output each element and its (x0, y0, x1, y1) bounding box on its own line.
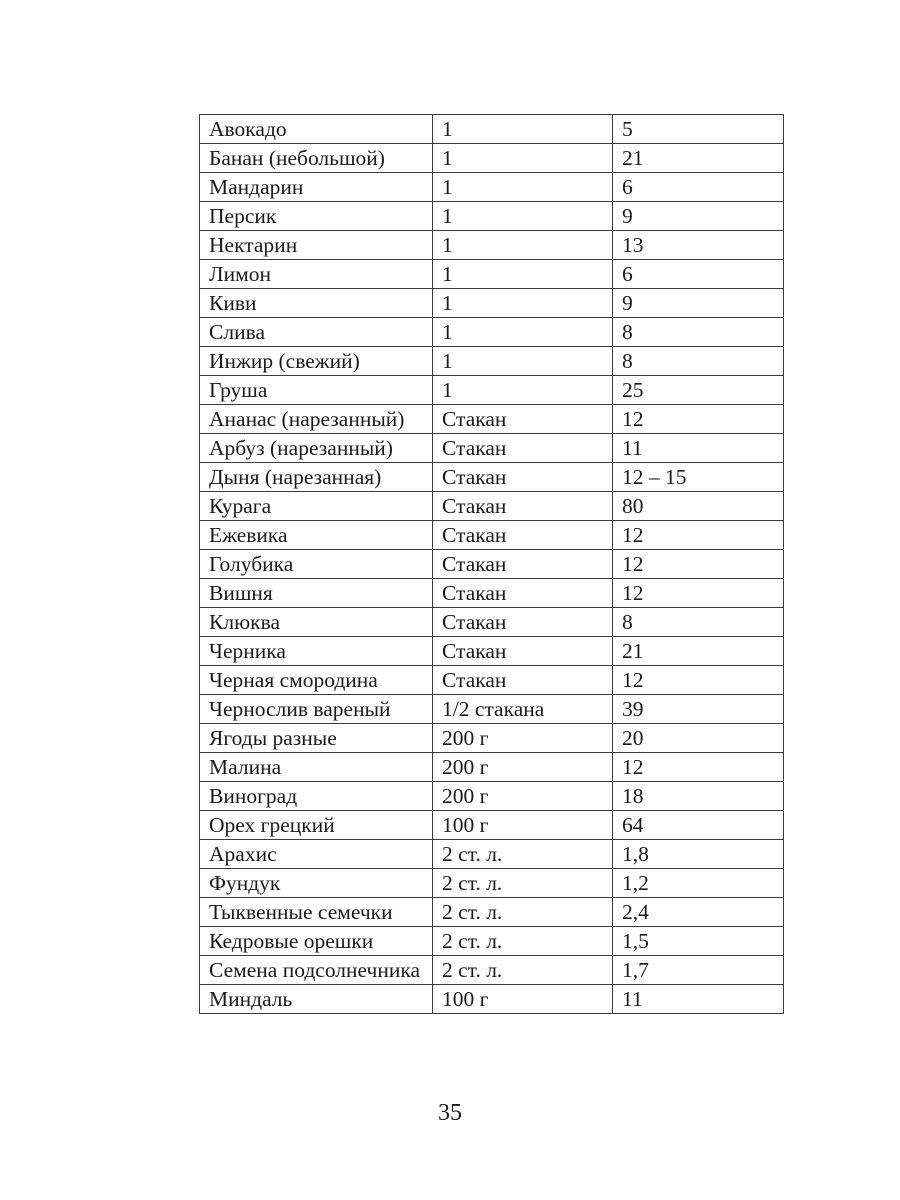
table-row (200, 869, 784, 898)
table-row (200, 463, 784, 492)
food-name-cell: Груша (200, 376, 433, 405)
food-name-cell: Клюква (200, 608, 433, 637)
food-name-cell: Курага (200, 492, 433, 521)
food-name-cell: Арбуз (нарезанный) (200, 434, 433, 463)
table-row (200, 492, 784, 521)
food-name-cell: Ягоды разные (200, 724, 433, 753)
table-row (200, 927, 784, 956)
value-cell: 1,5 (613, 927, 784, 956)
value-cell: 9 (613, 289, 784, 318)
value-cell: 12 (613, 521, 784, 550)
value-cell: 12 – 15 (613, 463, 784, 492)
portion-cell: Стакан (433, 608, 613, 637)
value-cell: 11 (613, 985, 784, 1014)
table-row (200, 202, 784, 231)
page-number: 35 (438, 1100, 462, 1126)
value-cell: 5 (613, 115, 784, 144)
table-row (200, 521, 784, 550)
food-name-cell: Малина (200, 753, 433, 782)
portion-cell: 1 (433, 318, 613, 347)
portion-cell: 1 (433, 202, 613, 231)
portion-cell: 100 г (433, 811, 613, 840)
value-cell: 1,7 (613, 956, 784, 985)
food-name-cell: Голубика (200, 550, 433, 579)
food-name-cell: Персик (200, 202, 433, 231)
value-cell: 8 (613, 347, 784, 376)
value-cell: 9 (613, 202, 784, 231)
table-row (200, 144, 784, 173)
table-row (200, 260, 784, 289)
portion-cell: 1/2 стакана (433, 695, 613, 724)
table-row (200, 376, 784, 405)
value-cell: 8 (613, 318, 784, 347)
value-cell: 12 (613, 666, 784, 695)
portion-cell: 1 (433, 260, 613, 289)
food-name-cell: Инжир (свежий) (200, 347, 433, 376)
value-cell: 80 (613, 492, 784, 521)
table-row (200, 811, 784, 840)
portion-cell: 2 ст. л. (433, 927, 613, 956)
food-name-cell: Арахис (200, 840, 433, 869)
portion-cell: 1 (433, 231, 613, 260)
table-row (200, 637, 784, 666)
portion-cell: 1 (433, 289, 613, 318)
fruit-nut-table (199, 114, 784, 1014)
food-name-cell: Фундук (200, 869, 433, 898)
portion-cell: Стакан (433, 434, 613, 463)
food-name-cell: Мандарин (200, 173, 433, 202)
table-row (200, 753, 784, 782)
food-name-cell: Слива (200, 318, 433, 347)
table-row (200, 956, 784, 985)
portion-cell: 2 ст. л. (433, 840, 613, 869)
food-name-cell: Авокадо (200, 115, 433, 144)
value-cell: 11 (613, 434, 784, 463)
food-name-cell: Миндаль (200, 985, 433, 1014)
portion-cell: 200 г (433, 753, 613, 782)
value-cell: 2,4 (613, 898, 784, 927)
table-row (200, 289, 784, 318)
value-cell: 39 (613, 695, 784, 724)
table-row (200, 231, 784, 260)
table-row (200, 347, 784, 376)
food-name-cell: Тыквенные семечки (200, 898, 433, 927)
food-name-cell: Банан (небольшой) (200, 144, 433, 173)
food-name-cell: Вишня (200, 579, 433, 608)
food-name-cell: Киви (200, 289, 433, 318)
portion-cell: 200 г (433, 724, 613, 753)
food-name-cell: Нектарин (200, 231, 433, 260)
table-row (200, 608, 784, 637)
value-cell: 1,8 (613, 840, 784, 869)
food-name-cell: Виноград (200, 782, 433, 811)
portion-cell: Стакан (433, 550, 613, 579)
value-cell: 12 (613, 405, 784, 434)
portion-cell: Стакан (433, 637, 613, 666)
value-cell: 21 (613, 637, 784, 666)
portion-cell: Стакан (433, 463, 613, 492)
table-row (200, 318, 784, 347)
table-row (200, 666, 784, 695)
table-row (200, 550, 784, 579)
table-row (200, 115, 784, 144)
portion-cell: Стакан (433, 521, 613, 550)
portion-cell: 1 (433, 376, 613, 405)
portion-cell: Стакан (433, 492, 613, 521)
table-row (200, 405, 784, 434)
food-name-cell: Черника (200, 637, 433, 666)
portion-cell: 2 ст. л. (433, 956, 613, 985)
food-name-cell: Ананас (нарезанный) (200, 405, 433, 434)
table-row (200, 985, 784, 1014)
portion-cell: 1 (433, 115, 613, 144)
table-row (200, 434, 784, 463)
food-name-cell: Черная смородина (200, 666, 433, 695)
food-name-cell: Лимон (200, 260, 433, 289)
value-cell: 6 (613, 260, 784, 289)
portion-cell: 1 (433, 347, 613, 376)
table-row (200, 724, 784, 753)
value-cell: 25 (613, 376, 784, 405)
value-cell: 18 (613, 782, 784, 811)
portion-cell: 100 г (433, 985, 613, 1014)
food-name-cell: Орех грецкий (200, 811, 433, 840)
portion-cell: 1 (433, 173, 613, 202)
value-cell: 8 (613, 608, 784, 637)
value-cell: 13 (613, 231, 784, 260)
portion-cell: Стакан (433, 405, 613, 434)
value-cell: 64 (613, 811, 784, 840)
value-cell: 6 (613, 173, 784, 202)
portion-cell: 1 (433, 144, 613, 173)
value-cell: 12 (613, 550, 784, 579)
portion-cell: 2 ст. л. (433, 869, 613, 898)
food-name-cell: Ежевика (200, 521, 433, 550)
table-row (200, 898, 784, 927)
portion-cell: 200 г (433, 782, 613, 811)
food-name-cell: Семена подсолнечника (200, 956, 433, 985)
table-row (200, 579, 784, 608)
portion-cell: 2 ст. л. (433, 898, 613, 927)
table-row (200, 695, 784, 724)
value-cell: 12 (613, 579, 784, 608)
food-name-cell: Дыня (нарезанная) (200, 463, 433, 492)
value-cell: 12 (613, 753, 784, 782)
food-name-cell: Чернослив вареный (200, 695, 433, 724)
value-cell: 21 (613, 144, 784, 173)
value-cell: 20 (613, 724, 784, 753)
portion-cell: Стакан (433, 666, 613, 695)
portion-cell: Стакан (433, 579, 613, 608)
value-cell: 1,2 (613, 869, 784, 898)
table-row (200, 782, 784, 811)
food-name-cell: Кедровые орешки (200, 927, 433, 956)
table-row (200, 840, 784, 869)
table-row (200, 173, 784, 202)
